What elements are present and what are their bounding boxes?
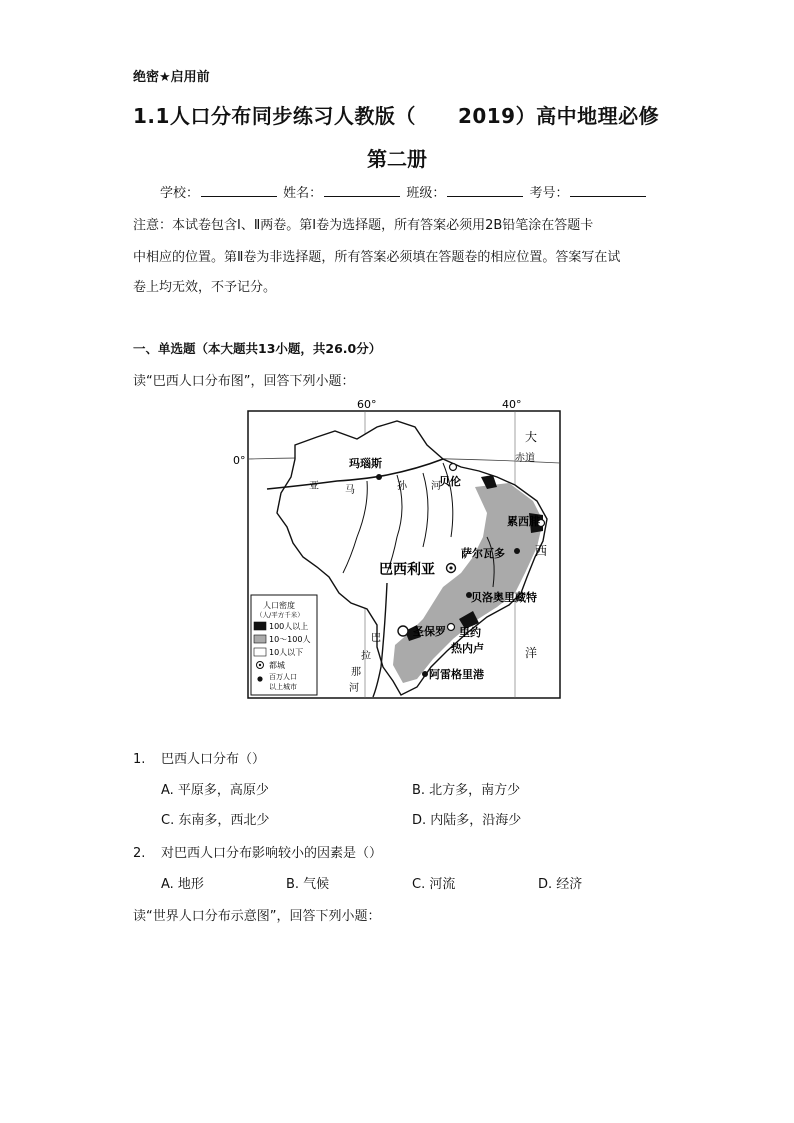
legend-title: 人口密度 <box>263 601 295 610</box>
q1-option-c[interactable]: C. 东南多，西北少 <box>161 813 270 828</box>
city-brasilia: 巴西利亚 <box>379 562 435 578</box>
read-instruction-1: 读“巴西人口分布图”，回答下列小题： <box>133 374 355 389</box>
notice-line-1: 注意：本试卷包含Ⅰ、Ⅱ两卷。第Ⅰ卷为选择题，所有答案必须用2B铅笔涂在答题卡 <box>133 218 594 233</box>
label-equator: 赤道 <box>515 453 535 464</box>
amazon-char-4: 河 <box>431 481 441 492</box>
legend-low: 10人以下 <box>269 648 304 657</box>
city-rio-1: 里约 <box>459 626 481 639</box>
question-1 <box>133 748 265 767</box>
q1-option-a[interactable]: A. 平原多，高原少 <box>161 783 269 798</box>
name-blank[interactable] <box>324 184 400 197</box>
city-dot-sp <box>398 626 408 636</box>
legend-million-1: 百万人口 <box>269 673 297 681</box>
city-recife: 累西腓 <box>507 515 540 528</box>
parana-char-2: 拉 <box>361 651 371 662</box>
question-2 <box>133 842 382 861</box>
school-label: 学校： <box>160 186 200 201</box>
city-salvador: 萨尔瓦多 <box>461 547 505 560</box>
q2-option-b[interactable]: B. 气候 <box>286 877 330 892</box>
student-info-line <box>160 182 648 201</box>
q1-option-d[interactable]: D. 内陆多，沿海少 <box>412 813 522 828</box>
question-1-number: 1. <box>133 752 146 767</box>
parana-char-3: 那 <box>351 667 361 678</box>
section-heading: 一、单选题（本大题共13小题，共26.0分） <box>133 341 382 356</box>
city-manaus: 玛瑙斯 <box>349 457 382 470</box>
legend-swatch-low <box>254 648 266 656</box>
question-2-number: 2. <box>133 846 146 861</box>
legend-swatch-high <box>254 622 266 630</box>
parana-char-1: 巴 <box>371 633 381 644</box>
legend-million-symbol <box>257 676 262 681</box>
label-lon-60: 60° <box>357 398 377 411</box>
city-dot-rio <box>448 624 455 631</box>
q2-option-d[interactable]: D. 经济 <box>538 877 583 892</box>
q2-option-a[interactable]: A. 地形 <box>161 877 204 892</box>
school-blank[interactable] <box>201 184 277 197</box>
title-part-2: 2019）高中地理必修 <box>457 104 660 128</box>
amazon-char-2: 马 <box>345 485 355 496</box>
exam-no-blank[interactable] <box>570 184 646 197</box>
city-pa: 阿雷格里港 <box>429 668 484 681</box>
question-2-text: 对巴西人口分布影响较小的因素是（） <box>161 846 383 861</box>
notice-line-2: 中相应的位置。第Ⅱ卷为非选择题，所有答案必须填在答题卷的相应位置。答案写在试 <box>133 250 621 265</box>
city-sp: 圣保罗 <box>413 625 446 638</box>
legend-unit: （人/平方千米） <box>256 611 304 619</box>
legend-swatch-mid <box>254 635 266 643</box>
class-blank[interactable] <box>447 184 523 197</box>
secret-label: 绝密★启用前 <box>133 70 210 85</box>
legend-mid: 10～100人 <box>269 635 311 644</box>
amazon-char-3: 孙 <box>397 481 407 492</box>
city-dot-salvador <box>514 548 520 554</box>
legend-capital: 都城 <box>269 661 285 670</box>
capital-center-brasilia <box>449 566 452 569</box>
city-dot-pa <box>422 671 428 677</box>
exam-no-label: 考号： <box>529 186 569 201</box>
page-subtitle: 第二册 <box>367 147 427 171</box>
city-dot-belem <box>450 464 457 471</box>
q1-option-b[interactable]: B. 北方多，南方少 <box>412 783 521 798</box>
class-label: 班级： <box>406 186 446 201</box>
ocean-char-1: 大 <box>525 430 538 444</box>
label-lon-40: 40° <box>502 398 522 411</box>
ocean-char-3: 洋 <box>525 646 538 660</box>
parana-char-4: 河 <box>349 683 359 694</box>
read-instruction-2: 读“世界人口分布示意图”，回答下列小题： <box>133 909 381 924</box>
ocean-char-2: 西 <box>535 544 548 558</box>
label-lat-0: 0° <box>233 454 246 467</box>
city-rio-2: 热内卢 <box>451 642 484 655</box>
q2-option-c[interactable]: C. 河流 <box>412 877 456 892</box>
brazil-population-map <box>233 397 561 699</box>
notice-line-3: 卷上均无效，不予记分。 <box>133 280 277 295</box>
city-bh: 贝洛奥里藏特 <box>471 591 537 604</box>
amazon-char-1: 亚 <box>309 481 319 492</box>
legend-million-2: 以上城市 <box>269 683 297 691</box>
title-part-1: 1.1人口分布同步练习人教版（ <box>133 104 416 128</box>
question-1-text: 巴西人口分布（） <box>161 752 266 767</box>
legend-high: 100人以上 <box>269 622 309 631</box>
page-title <box>133 100 659 129</box>
city-dot-manaus <box>376 474 382 480</box>
name-label: 姓名： <box>283 186 323 201</box>
city-belem: 贝伦 <box>439 475 461 488</box>
